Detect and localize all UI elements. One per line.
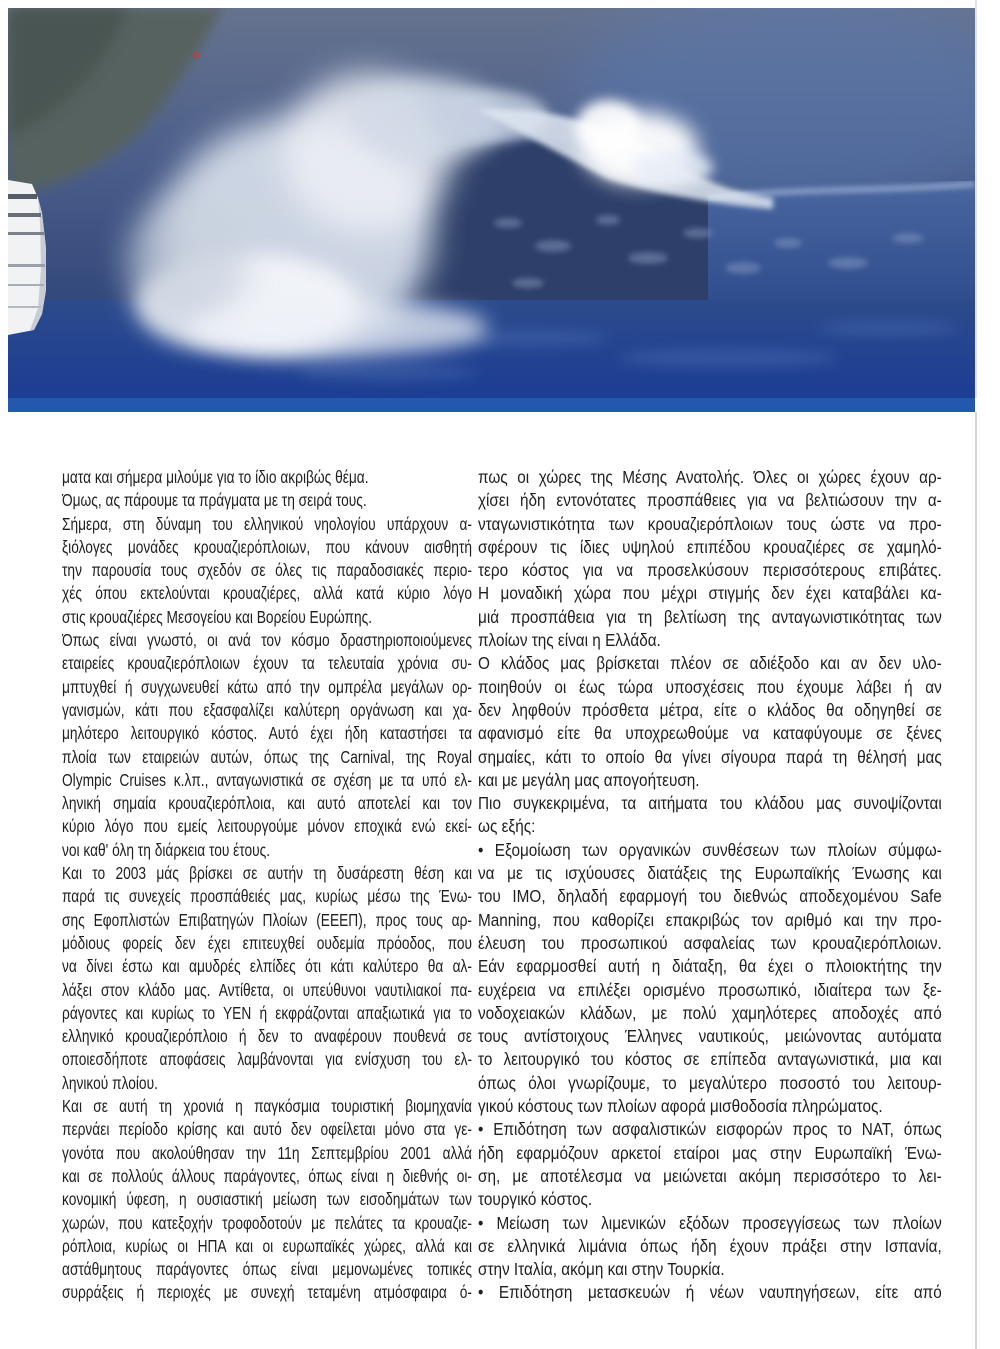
text-line: κύριο λόγο που εμείς λειτουργούμε μόνον εποχικά ενώ εκεί- [62, 816, 472, 837]
text-line: παρά τις συνεχείς προσπάθειές μας, κυρίως μέσω της Ένω- [62, 886, 472, 907]
right-column-text [478, 466, 942, 1305]
left-column-text [62, 466, 472, 1305]
text-line: Εάν εφαρμοσθεί αυτή η διάταξη, θα έχει ο πλοιοκτήτης την [478, 956, 942, 977]
text-line: ληνικού πλοίου. [62, 1072, 158, 1093]
wave-photo [8, 8, 975, 398]
text-line: ποιηθούν οι έως τώρα υποσχέσεις που έχουμε λάβει ή αν [478, 676, 942, 697]
text-line: Η μοναδική χώρα που μέχρι στιγμής δεν έχει καταβάλει κα- [478, 583, 942, 604]
page-edge [975, 0, 977, 398]
text-line: ση, με αποτέλεσμα να μειώνεται ακόμη περισσότερο το λει- [478, 1165, 942, 1186]
text-line: μηλότερο λειτουργικό κόστος. Αυτό έχει ήδη καταστήσει τα [62, 723, 472, 744]
text-line: • Επιδότηση μετασκευών ή νέων ναυπηγήσεων, είτε από [478, 1282, 942, 1303]
text-line: και σε πολλούς άλλους παράγοντες, όπως είναι η διεθνής οι- [62, 1165, 472, 1186]
text-line: Σήμερα, στη δύναμη του ελληνικού νηολογίου υπάρχουν α- [62, 513, 472, 534]
text-line: μόδιους φορείς δεν έχει επιτευχθεί ουδεμία πρόοδος, που [62, 932, 472, 953]
text-line: συρράξεις ή περιοχές με συνεχή τεταμένη ατμόσφαιρα ό- [62, 1282, 472, 1303]
text-line: πως οι χώρες της Μέσης Ανατολής. Όλες οι χώρες έχουν αρ- [478, 467, 942, 487]
text-line: τους αντίστοιχους Έλληνες ναυτικούς, μειώνοντας αυτόματα [478, 1026, 942, 1047]
text-line: σφέρουν τις ίδιες υψηλού επιπέδου κρουαζιέρες σε χαμηλό- [478, 536, 942, 557]
text-line: ρόπλοια, κυρίως οι ΗΠΑ και οι ευρωπαϊκές χώρες, αλλά και [62, 1235, 472, 1256]
text-line: τερο κόστος για να προσελκύσουν περισσότερους επιβάτες. [478, 560, 942, 581]
text-line: • Μείωση των λιμενικών εξόδων προσεγγίσεως των πλοίων [478, 1212, 942, 1233]
text-line: Manning, που καθορίζει επακριβώς τον αριθμό και την προ- [478, 909, 942, 930]
text-line: στην Ιταλία, ακόμη και στην Τουρκία. [478, 1259, 725, 1280]
text-line: Ο κλάδος μας βρίσκεται πλέον σε αδιέξοδο και αν δεν υλο- [478, 653, 942, 674]
accent-bar [8, 398, 975, 412]
right-column [478, 466, 942, 1311]
text-line: μιά προσπάθεια για τη βελτίωση της ανταγωνιστικότητας των [478, 606, 942, 627]
text-line: • Εξομοίωση των οργανικών συνθέσεων των πλοίων σύμφω- [478, 839, 942, 860]
text-line: περνάει περίοδο κρίσης και αυτό δεν οφείλεται μόνο στα γε- [62, 1119, 472, 1140]
text-line: γανισμών, κάτι που εξασφαλίζει καλύτερη οργάνωση και χα- [62, 699, 472, 720]
text-line: γονότα που ακολούθησαν την 11η Σεπτεμβρίου 2001 αλλά [62, 1142, 472, 1163]
text-line: ράγοντες και κυρίως το ΥΕΝ ή εκφράζονται απαξιωτικά για το [62, 1002, 472, 1023]
text-line: και με μεγάλη μας απογοήτευση. [478, 769, 700, 790]
text-line: του IMO, δηλαδή εφαρμογή του διεθνώς αποδεχομένου Safe [478, 886, 942, 907]
header-photo [8, 8, 975, 398]
text-line: Olympic Cruises κ.λπ., ανταγωνιστικά σε σχέση με τα υπό ελ- [62, 769, 472, 790]
text-line: λάξει στον κλάδο μας. Αντίθετα, οι υπεύθυνοι ναυτιλιακοί πα- [62, 979, 472, 1000]
text-line: ήδη εφαρμόζουν αρκετοί εταίροι μας στην Ευρωπαϊκή Ένω- [478, 1142, 942, 1163]
text-line: να δίνει έστω και αμυδρές ελπίδες ότι κάτι καλύτερο θα αλ- [62, 956, 472, 977]
text-line: τουργικό κόστος. [478, 1189, 593, 1210]
text-line: έλευση του προσωπικού ασφαλείας των κρουαζιερόπλοιων. [478, 932, 942, 953]
text-line: χωρών, που κατεξοχήν τροφοδοτούν με πελάτες τα κρουαζιε- [62, 1212, 472, 1233]
text-line: την παρουσία τους σχεδόν σε όλες τις παραδοσιακές περιο- [62, 560, 472, 581]
text-line: σε ελληνικά λιμάνια όπως ήδη έχουν πράξει στην Ισπανία, [478, 1235, 942, 1256]
text-line: Και το 2003 μάς βρίσκει σε αυτήν τη δυσάρεστη θέση και [62, 863, 472, 884]
text-line: Πιο συγκεκριμένα, τα αιτήματα του κλάδου μας συνοψίζονται [478, 793, 942, 814]
text-line: ως εξής: [478, 816, 536, 837]
text-line: σημαίες, κάτι το οποίο θα γίνει σίγουρα παρά τη θέλησή μας [478, 746, 942, 767]
left-column [62, 466, 472, 1311]
text-line: κονομική ύφεση, η ουσιαστική μείωση των εισοδημάτων των [62, 1189, 472, 1210]
text-line: ληνική σημαία κρουαζιερόπλοια, και αυτό αποτελεί και τον [62, 793, 472, 814]
text-line: όπως όλοι γνωρίζουμε, το μεγαλύτερο ποσοστό του λειτουρ- [478, 1072, 942, 1093]
text-line: Και σε αυτή τη χρονιά η παγκόσμια τουριστική βιομηχανία [62, 1096, 472, 1117]
text-line: νταγωνιστικότητα των κρουαζιερόπλοιων τους ώστε να προ- [478, 513, 942, 534]
text-line: ματα και σήμερα μιλούμε για το ίδιο ακριβώς θέμα. [62, 467, 369, 487]
text-line: ευχέρεια να επιλέξει ορισμένο προσωπικό, ιδιαίτερα των ξε- [478, 979, 942, 1000]
text-line: αφανισμό είτε θα υποχρεωθούμε να καταφύγουμε σε ξένες [478, 723, 942, 744]
text-line: χίσει ήδη εντονότατες προσπάθειες για να βελτιώσουν την α- [478, 490, 942, 511]
text-line: μπτυχθεί ή συγχωνευθεί κάτω από την ομπρέλα μεγάλων ορ- [62, 676, 472, 697]
text-line: να με τις ισχύουσες διατάξεις της Ευρωπαϊκής Ένωσης και [478, 863, 942, 884]
text-line: δεν ληφθούν πρόσθετα μέτρα, είτε ο κλάδος θα οδηγηθεί σε [478, 699, 942, 720]
text-line: Όμως, ας πάρουμε τα πράγματα με τη σειρά τους. [62, 490, 367, 511]
text-line: ελληνικό κρουαζιερόπλοιο ή δεν το αναφέρουν πουθενά σε [62, 1026, 472, 1047]
text-line: γικού κόστους των πλοίων αφορά μισθοδοσία πληρώματος. [478, 1096, 883, 1117]
text-line: Όπως είναι γνωστό, οι ανά τον κόσμο δραστηριοποιούμενες [62, 630, 472, 651]
text-line: αστάθμητους παράγοντες όπως είναι μεμονωμένες τοπικές [62, 1259, 472, 1280]
text-line: χές όπου εκτελούνται κρουαζιέρες, αλλά κατά κύριο λόγο [62, 583, 472, 604]
text-line: νοι καθ' όλη τη διάρκεια του έτους. [62, 839, 271, 860]
text-line: εταιρείες κρουαζιερόπλοιων έχουν τα τελευταία χρόνια συ- [62, 653, 472, 674]
text-line: • Επιδότηση των ασφαλιστικών εισφορών προς το ΝΑΤ, όπως [478, 1119, 942, 1140]
text-line: ξιόλογες μονάδες κρουαζιερόπλοιων, που κάνουν αισθητή [62, 536, 472, 557]
text-line: πλοία των εταιρειών αυτών, όπως της Carnival, της Royal [62, 746, 472, 767]
text-line: νοδοχειακών κλάδων, με πολύ χαμηλότερες αποδοχές από [478, 1002, 942, 1023]
page-edge [975, 412, 977, 1349]
text-line: σης Εφοπλιστών Επιβατηγών Πλοίων (ΕΕΕΠ), προς τους αρ- [62, 909, 472, 930]
text-line: οποιεσδήποτε αποφάσεις λαμβάνονται για ενίσχυση του ελ- [62, 1049, 472, 1070]
text-line: στις κρουαζιέρες Μεσογείου και Βορείου Ευρώπης. [62, 606, 373, 627]
text-line: το λειτουργικό του κόστος σε επίπεδα ανταγωνιστικά, μια και [478, 1049, 942, 1070]
text-line: πλοίων της είναι η Ελλάδα. [478, 630, 661, 651]
